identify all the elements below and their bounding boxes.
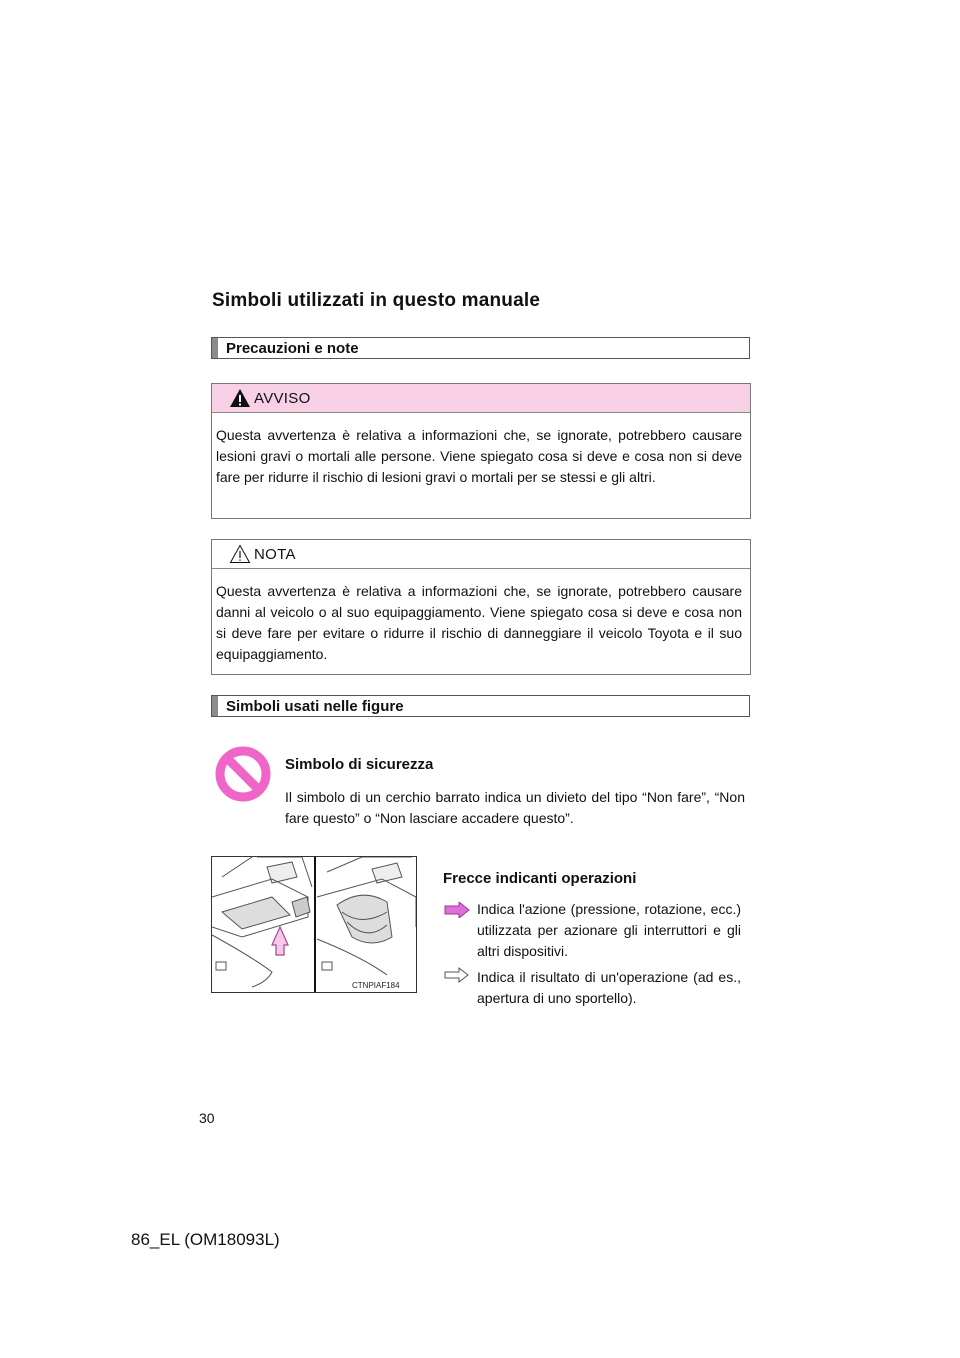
figure-illustration bbox=[211, 856, 417, 993]
notice-box-header bbox=[212, 540, 750, 569]
notice-text: Questa avvertenza è relativa a informazioni che, se ignorate, potrebbero causare danni al veicolo o al suo equipaggiamento. Viene spiegato cosa si deve e cosa non si deve fare per evitare o ridurre il rischio di danneggiare il veicolo Toyota e il suo equipaggiamento. bbox=[216, 583, 742, 662]
overhead-console-illustration bbox=[212, 857, 416, 992]
warning-label: AVVISO bbox=[254, 390, 311, 407]
section-header-label: Simboli usati nelle figure bbox=[226, 698, 404, 715]
figure-code: CTNPIAF184 bbox=[352, 981, 400, 990]
section-header-precautions bbox=[211, 337, 750, 359]
page-number: 30 bbox=[199, 1110, 215, 1126]
warning-box-header bbox=[212, 384, 750, 413]
caution-triangle-icon bbox=[229, 544, 251, 564]
section-header-symbols bbox=[211, 695, 750, 717]
document-code: 86_EL (OM18093L) bbox=[131, 1230, 280, 1249]
safety-symbol-text: Il simbolo di un cerchio barrato indica un divieto del tipo “Non fare”, “Non fare questo” o “Non lasciare accadere questo”. bbox=[285, 789, 745, 826]
notice-box bbox=[211, 539, 751, 675]
arrows-title: Frecce indicanti operazioni bbox=[443, 870, 637, 887]
notice-label: NOTA bbox=[254, 546, 296, 563]
result-arrow-icon bbox=[444, 967, 470, 983]
warning-text: Questa avvertenza è relativa a informazioni che, se ignorate, potrebbero causare lesioni gravi o mortali alle persone. Viene spiegato cosa si deve e cosa non si deve fare per ridurre il rischio di lesioni gravi o mortali per se stessi e gli altri. bbox=[216, 427, 742, 485]
section-header-bar bbox=[212, 696, 218, 716]
result-arrow-text: Indica il risultato di un'operazione (ad es., apertura di uno sportello). bbox=[477, 969, 741, 1006]
action-arrow-text: Indica l'azione (pressione, rotazione, ecc.) utilizzata per azionare gli interruttori e gli altri dispositivi. bbox=[477, 901, 741, 959]
section-header-bar bbox=[212, 338, 218, 358]
warning-box bbox=[211, 383, 751, 519]
safety-symbol-title: Simbolo di sicurezza bbox=[285, 756, 434, 773]
warning-triangle-icon bbox=[229, 388, 251, 408]
section-header-label: Precauzioni e note bbox=[226, 340, 359, 357]
action-arrow-icon bbox=[444, 902, 470, 918]
prohibition-icon bbox=[215, 746, 271, 802]
page-title: Simboli utilizzati in questo manuale bbox=[212, 290, 541, 311]
